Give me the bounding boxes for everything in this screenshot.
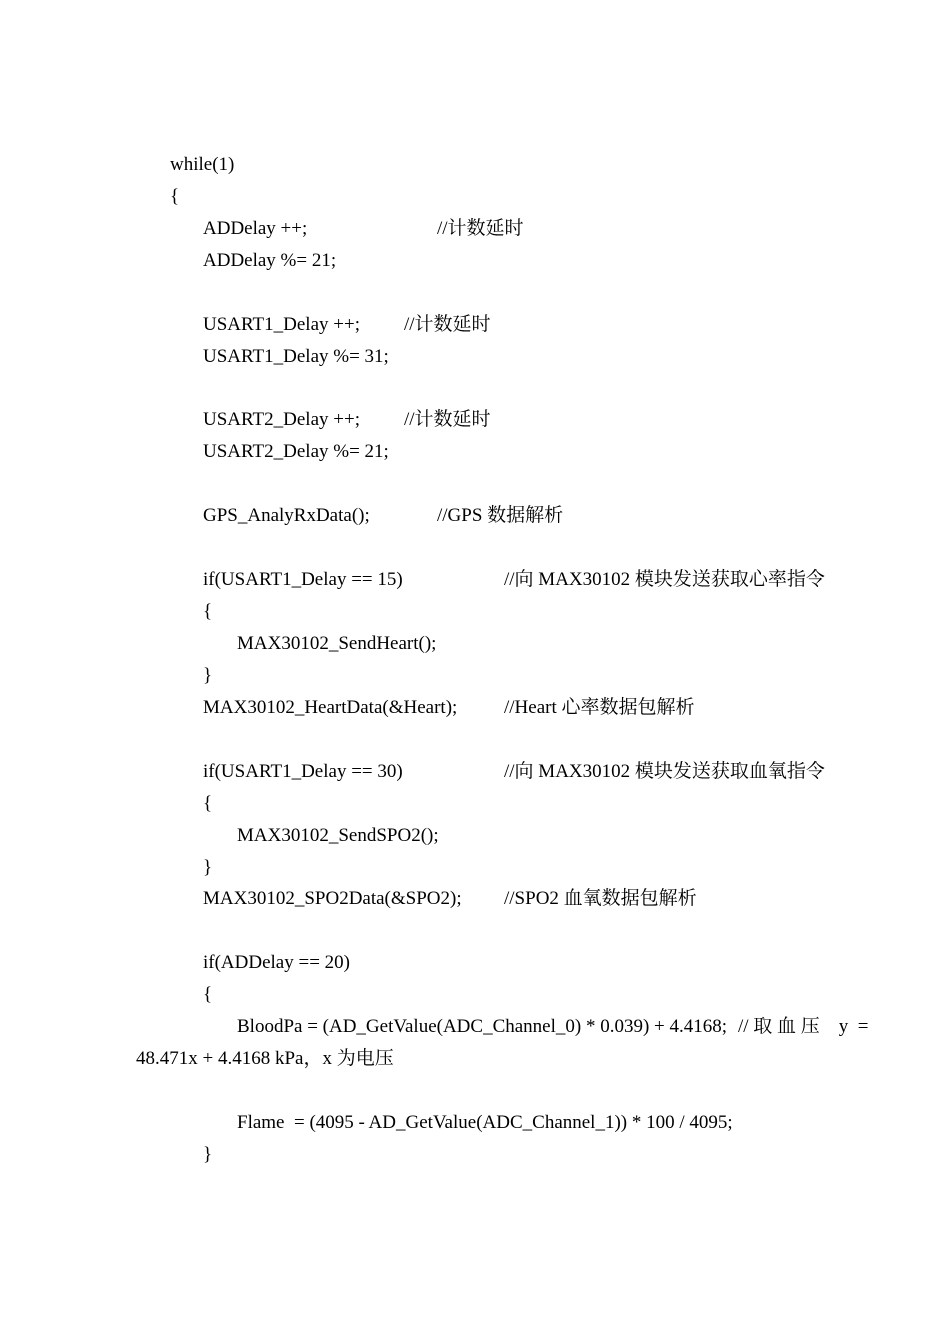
code-line: MAX30102_HeartData(&Heart);: [203, 697, 458, 718]
code-line: while(1): [170, 154, 235, 175]
code-line: MAX30102_SendSPO2();: [237, 825, 439, 846]
code-comment: //计数延时: [437, 218, 524, 239]
code-line: if(ADDelay == 20): [203, 952, 350, 973]
code-comment: //计数延时: [404, 314, 491, 335]
code-line: Flame = (4095 - AD_GetValue(ADC_Channel_1)) * 100 / 4095;: [237, 1112, 733, 1133]
code-line: USART1_Delay %= 31;: [203, 346, 389, 367]
code-line: USART2_Delay %= 21;: [203, 441, 389, 462]
code-comment: //Heart 心率数据包解析: [504, 697, 695, 718]
code-line: 48.471x + 4.4168 kPa，x 为电压: [136, 1048, 394, 1069]
code-line: }: [203, 665, 213, 686]
code-line: {: [170, 186, 180, 207]
code-line: USART1_Delay ++;: [203, 314, 360, 335]
code-comment: //向 MAX30102 模块发送获取血氧指令: [504, 761, 825, 782]
code-comment: //计数延时: [404, 409, 491, 430]
code-comment: //向 MAX30102 模块发送获取心率指令: [504, 569, 825, 590]
code-line: MAX30102_SPO2Data(&SPO2);: [203, 888, 462, 909]
code-line: MAX30102_SendHeart();: [237, 633, 437, 654]
code-comment: //SPO2 血氧数据包解析: [504, 888, 697, 909]
code-line: GPS_AnalyRxData();: [203, 505, 370, 526]
code-line: {: [203, 984, 213, 1005]
code-line: }: [203, 1144, 213, 1165]
code-line: ADDelay ++;: [203, 218, 308, 239]
code-line: ADDelay %= 21;: [203, 250, 337, 271]
code-line: if(USART1_Delay == 15): [203, 569, 403, 590]
code-line: {: [203, 793, 213, 814]
code-comment: //GPS 数据解析: [437, 505, 564, 526]
code-line: BloodPa = (AD_GetValue(ADC_Channel_0) * 0.039) + 4.4168;: [237, 1016, 728, 1037]
code-comment: // 取 血 压 y =: [738, 1016, 869, 1037]
code-line: }: [203, 857, 213, 878]
code-line: if(USART1_Delay == 30): [203, 761, 403, 782]
code-line: USART2_Delay ++;: [203, 409, 360, 430]
code-line: {: [203, 601, 213, 622]
